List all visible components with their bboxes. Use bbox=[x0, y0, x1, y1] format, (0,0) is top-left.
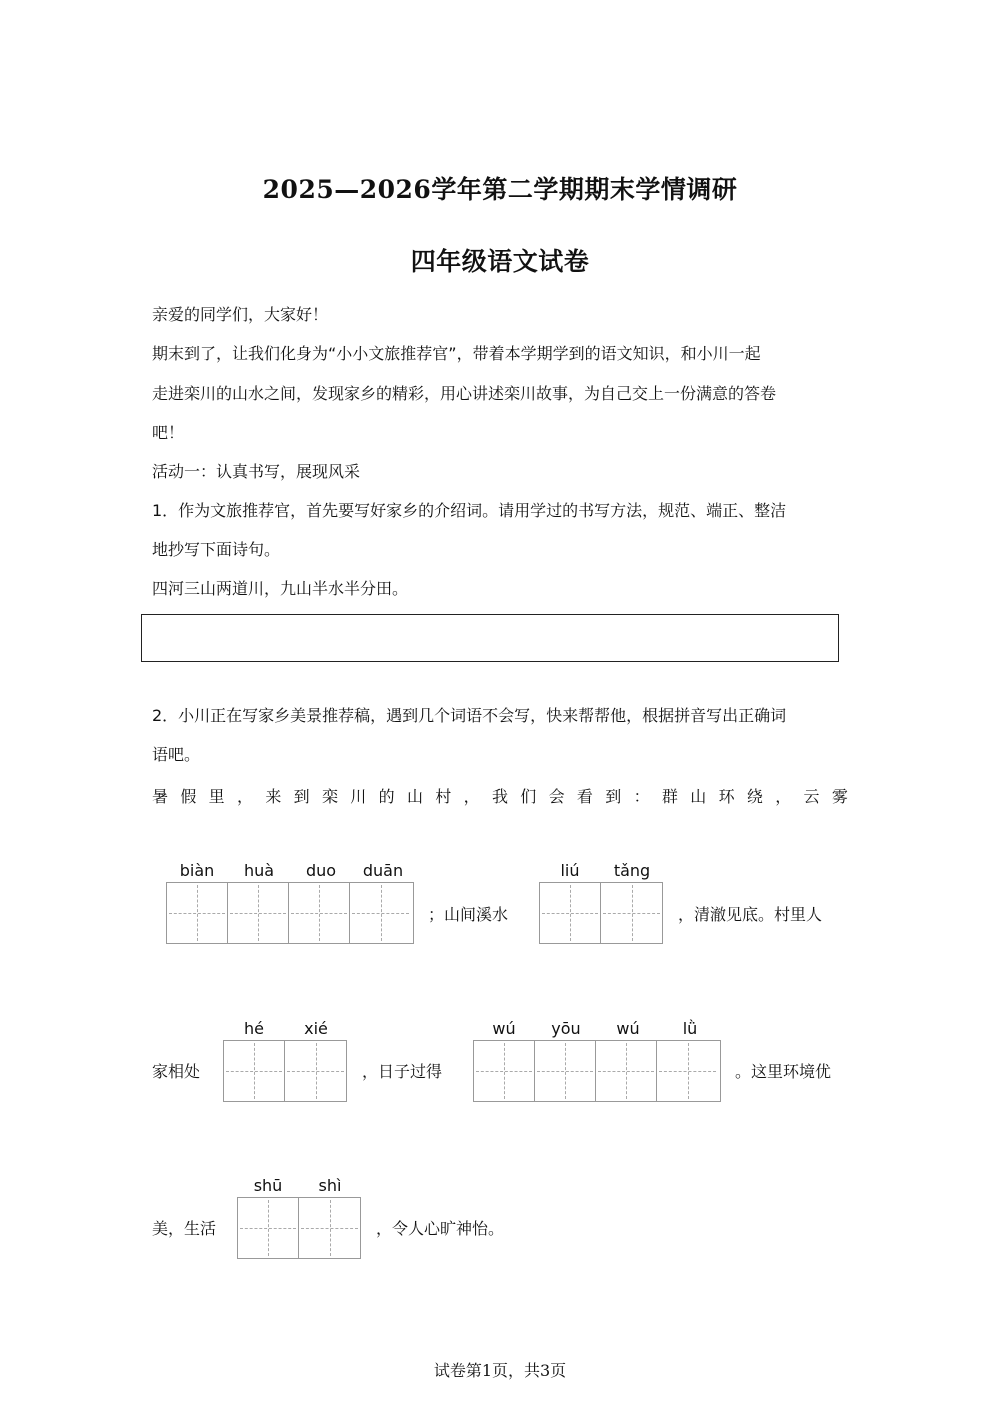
pinyin-grid-bianhua-duoduan[interactable] bbox=[166, 860, 414, 944]
sentence-char: 云 bbox=[803, 787, 820, 806]
pinyin-grid-shushi[interactable] bbox=[237, 1175, 361, 1259]
tianzige-cell[interactable] bbox=[540, 883, 601, 943]
pinyin-label: wú bbox=[492, 1019, 516, 1038]
pinyin-label: shì bbox=[318, 1176, 342, 1195]
tianzige-grid[interactable] bbox=[473, 1040, 721, 1102]
sentence-char: 雾 bbox=[831, 787, 848, 806]
pinyin-label: liú bbox=[560, 861, 580, 880]
sentence-char: 假 bbox=[180, 787, 197, 806]
sentence-char: 到 bbox=[605, 787, 622, 806]
sentence-char: 村 bbox=[435, 787, 452, 806]
spaced-sentence bbox=[152, 784, 848, 807]
pinyin-label: biàn bbox=[179, 861, 215, 880]
tianzige-grid[interactable] bbox=[539, 882, 663, 944]
sentence-char: 看 bbox=[576, 787, 593, 806]
tianzige-cell[interactable] bbox=[167, 883, 228, 943]
tianzige-cell[interactable] bbox=[596, 1041, 657, 1101]
question-1-line-2: 地抄写下面诗句。 bbox=[152, 540, 281, 559]
sentence-char: 山 bbox=[406, 787, 423, 806]
sentence-char: ， bbox=[775, 787, 792, 806]
activity-heading: 活动一：认真书写，展现风采 bbox=[152, 462, 361, 481]
sentence-char: 栾 bbox=[321, 787, 338, 806]
tianzige-grid[interactable] bbox=[237, 1197, 361, 1259]
tianzige-cell[interactable] bbox=[224, 1041, 285, 1101]
exam-title: 2025—2026学年第二学期期末学情调研 bbox=[262, 175, 738, 204]
pinyin-label: tǎng bbox=[613, 861, 651, 880]
sentence-char: 环 bbox=[718, 787, 735, 806]
sentence-char: 绕 bbox=[746, 787, 763, 806]
text-before-group-5: 美，生活 bbox=[152, 1219, 217, 1238]
pinyin-label: shū bbox=[253, 1176, 283, 1195]
sentence-char: 来 bbox=[265, 787, 282, 806]
text-after-group-2: ，清澈见底。村里人 bbox=[678, 905, 823, 924]
pinyin-label: hé bbox=[244, 1019, 264, 1038]
pinyin-label: duo bbox=[305, 861, 337, 880]
pinyin-label: duān bbox=[362, 861, 404, 880]
pinyin-grid-liutang[interactable] bbox=[539, 860, 663, 944]
tianzige-cell[interactable] bbox=[238, 1198, 299, 1258]
intro-paragraph-line-3: 吧！ bbox=[152, 423, 185, 442]
question-2-line-2: 语吧。 bbox=[152, 745, 201, 764]
tianzige-cell[interactable] bbox=[474, 1041, 535, 1101]
tianzige-cell[interactable] bbox=[299, 1198, 360, 1258]
pinyin-label: wú bbox=[616, 1019, 640, 1038]
tianzige-cell[interactable] bbox=[657, 1041, 718, 1101]
tianzige-cell[interactable] bbox=[601, 883, 662, 943]
pinyin-label: lǜ bbox=[682, 1019, 698, 1038]
tianzige-grid[interactable] bbox=[166, 882, 414, 944]
tianzige-cell[interactable] bbox=[350, 883, 411, 943]
tianzige-grid[interactable] bbox=[223, 1040, 347, 1102]
text-after-group-1: ；山间溪水 bbox=[428, 905, 509, 924]
greeting: 亲爱的同学们，大家好！ bbox=[152, 305, 329, 324]
sentence-char: 我 bbox=[491, 787, 508, 806]
question-2-line-1: 2．小川正在写家乡美景推荐稿，遇到几个词语不会写，快来帮帮他，根据拼音写出正确词 bbox=[152, 706, 787, 725]
text-after-group-3: ，日子过得 bbox=[362, 1062, 443, 1081]
tianzige-cell[interactable] bbox=[535, 1041, 596, 1101]
copy-answer-box[interactable] bbox=[141, 614, 839, 662]
poem-text: 四河三山两道川，九山半水半分田。 bbox=[152, 579, 409, 598]
pinyin-label: huà bbox=[243, 861, 275, 880]
sentence-char: 群 bbox=[661, 787, 678, 806]
sentence-char: 的 bbox=[378, 787, 395, 806]
pinyin-label: yōu bbox=[551, 1019, 581, 1038]
pinyin-grid-hexie[interactable] bbox=[223, 1018, 347, 1102]
intro-paragraph-line-1: 期末到了，让我们化身为“小小文旅推荐官”，带着本学期学到的语文知识，和小川一起 bbox=[152, 344, 761, 363]
sentence-char: ： bbox=[633, 787, 650, 806]
pinyin-label: xié bbox=[304, 1019, 328, 1038]
text-before-group-3: 家相处 bbox=[152, 1062, 201, 1081]
intro-paragraph-line-2: 走进栾川的山水之间，发现家乡的精彩，用心讲述栾川故事，为自己交上一份满意的答卷 bbox=[152, 384, 777, 403]
sentence-char: ， bbox=[463, 787, 480, 806]
question-1-line-1: 1．作为文旅推荐官，首先要写好家乡的介绍词。请用学过的书写方法，规范、端正、整洁 bbox=[152, 501, 787, 520]
text-after-group-4: 。这里环境优 bbox=[735, 1062, 832, 1081]
sentence-char: 里 bbox=[208, 787, 225, 806]
sentence-char: 山 bbox=[690, 787, 707, 806]
tianzige-cell[interactable] bbox=[228, 883, 289, 943]
sentence-char: 到 bbox=[293, 787, 310, 806]
page-footer: 试卷第1页，共3页 bbox=[433, 1361, 567, 1380]
sentence-char: 川 bbox=[350, 787, 367, 806]
sentence-char: 们 bbox=[520, 787, 537, 806]
tianzige-cell[interactable] bbox=[285, 1041, 346, 1101]
tianzige-cell[interactable] bbox=[289, 883, 350, 943]
sentence-char: ， bbox=[236, 787, 253, 806]
text-after-group-5: ，令人心旷神怡。 bbox=[376, 1219, 505, 1238]
pinyin-grid-wuyouwulv[interactable] bbox=[473, 1018, 721, 1102]
sentence-char: 暑 bbox=[152, 787, 169, 806]
exam-subtitle: 四年级语文试卷 bbox=[410, 247, 590, 276]
sentence-char: 会 bbox=[548, 787, 565, 806]
